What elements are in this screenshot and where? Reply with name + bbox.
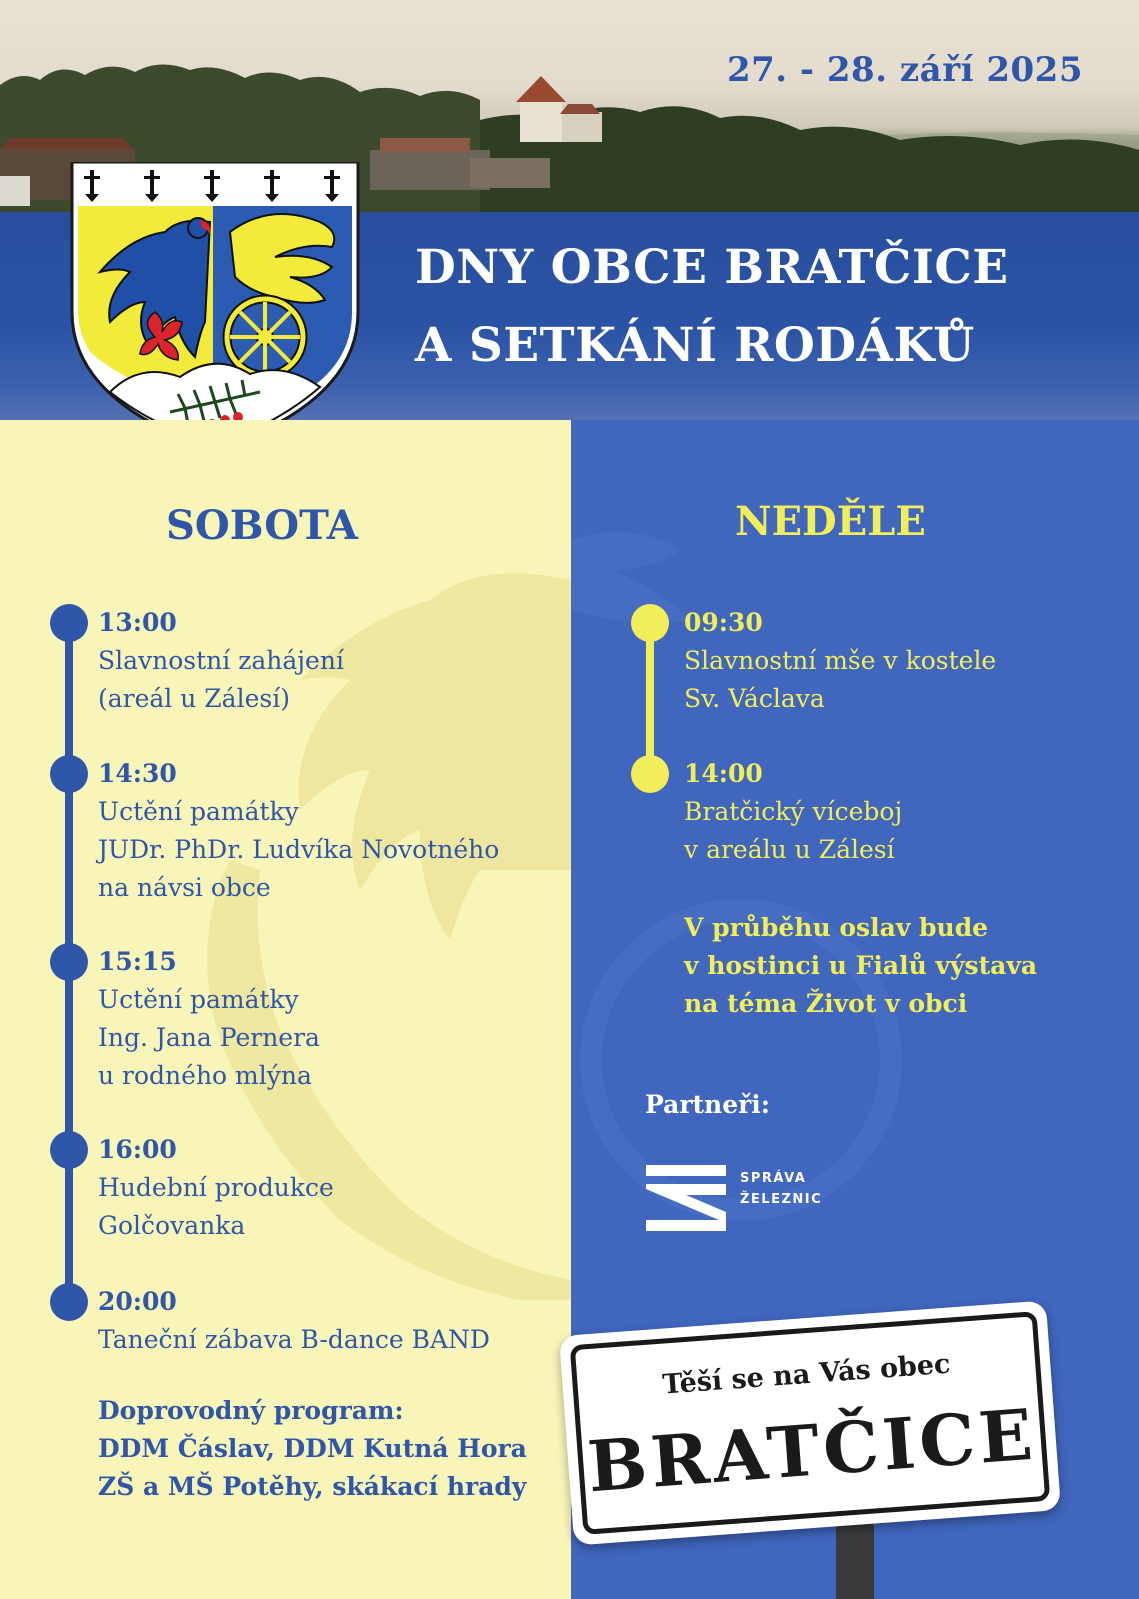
event-time: 13:00 <box>98 608 177 637</box>
town-sign-name: BRATČICE <box>584 1392 1040 1509</box>
event-time: 16:00 <box>98 1135 177 1164</box>
timeline-dot-icon <box>50 604 88 642</box>
event-text: Hudební produkce <box>98 1173 334 1202</box>
event-time: 14:00 <box>684 759 763 788</box>
event-time: 14:30 <box>98 759 177 788</box>
event-time: 20:00 <box>98 1287 177 1316</box>
town-sign <box>559 1300 1061 1545</box>
town-sign-greeting: Těší se na Vás obec <box>661 1348 952 1401</box>
page-title-line2: A SETKÁNÍ RODÁKŮ <box>415 318 975 373</box>
timeline-dot-icon <box>631 604 669 642</box>
town-sign-border <box>570 1311 1051 1535</box>
timeline-dot-icon <box>631 755 669 793</box>
event-date: 27. - 28. září 2025 <box>726 50 1083 90</box>
sunday-heading: NEDĚLE <box>735 498 926 545</box>
partner-name <box>740 1168 822 1210</box>
saturday-event <box>98 604 344 718</box>
event-text: JUDr. PhDr. Ludvíka Novotného <box>98 835 500 864</box>
sunday-event <box>684 604 996 718</box>
sunday-event <box>684 755 902 869</box>
event-text: Golčovanka <box>98 1211 246 1240</box>
event-text: Sv. Václava <box>684 684 825 713</box>
partner-name-line: SPRÁVA <box>740 1171 807 1186</box>
page-title-line1: DNY OBCE BRATČICE <box>415 240 1009 295</box>
accompanying-program-label: Doprovodný program: <box>98 1396 404 1425</box>
accompanying-program-line: ZŠ a MŠ Potěhy, skákací hrady <box>98 1472 527 1501</box>
event-time: 15:15 <box>98 947 177 976</box>
event-text: Uctění památky <box>98 797 299 826</box>
exhibition-note-line: na téma Život v obci <box>684 989 968 1018</box>
event-text: Slavnostní mše v kostele <box>684 646 997 675</box>
coat-of-arms-icon <box>70 162 360 452</box>
partners-label: Partneři: <box>645 1090 771 1119</box>
partner-name-line: ŽELEZNIC <box>740 1192 823 1207</box>
exhibition-note-line: V průběhu oslav bude <box>684 913 989 942</box>
event-text: Taneční zábava B-dance BAND <box>98 1325 490 1354</box>
saturday-event <box>98 943 320 1095</box>
saturday-heading: SOBOTA <box>166 502 358 549</box>
accompanying-program-line: DDM Čáslav, DDM Kutná Hora <box>98 1434 527 1463</box>
timeline-dot-icon <box>50 943 88 981</box>
event-text: Ing. Jana Pernera <box>98 1023 320 1052</box>
event-text: (areál u Zálesí) <box>98 684 290 713</box>
saturday-event <box>98 1283 490 1359</box>
exhibition-note-line: v hostinci u Fialů výstava <box>684 951 1038 980</box>
saturday-event <box>98 1131 334 1245</box>
timeline-dot-icon <box>50 1283 88 1321</box>
sprava-zeleznic-logo-icon <box>646 1165 736 1231</box>
timeline-dot-icon <box>50 1131 88 1169</box>
accompanying-program <box>98 1392 527 1506</box>
event-text: Uctění památky <box>98 985 299 1014</box>
event-time: 09:30 <box>684 608 763 637</box>
timeline-dot-icon <box>50 755 88 793</box>
event-text: na návsi obce <box>98 873 271 902</box>
event-text: u rodného mlýna <box>98 1061 312 1090</box>
event-text: Slavnostní zahájení <box>98 646 344 675</box>
event-text: v areálu u Zálesí <box>684 835 895 864</box>
event-text: Bratčický víceboj <box>684 797 903 826</box>
exhibition-note <box>684 909 1037 1023</box>
saturday-event <box>98 755 499 907</box>
